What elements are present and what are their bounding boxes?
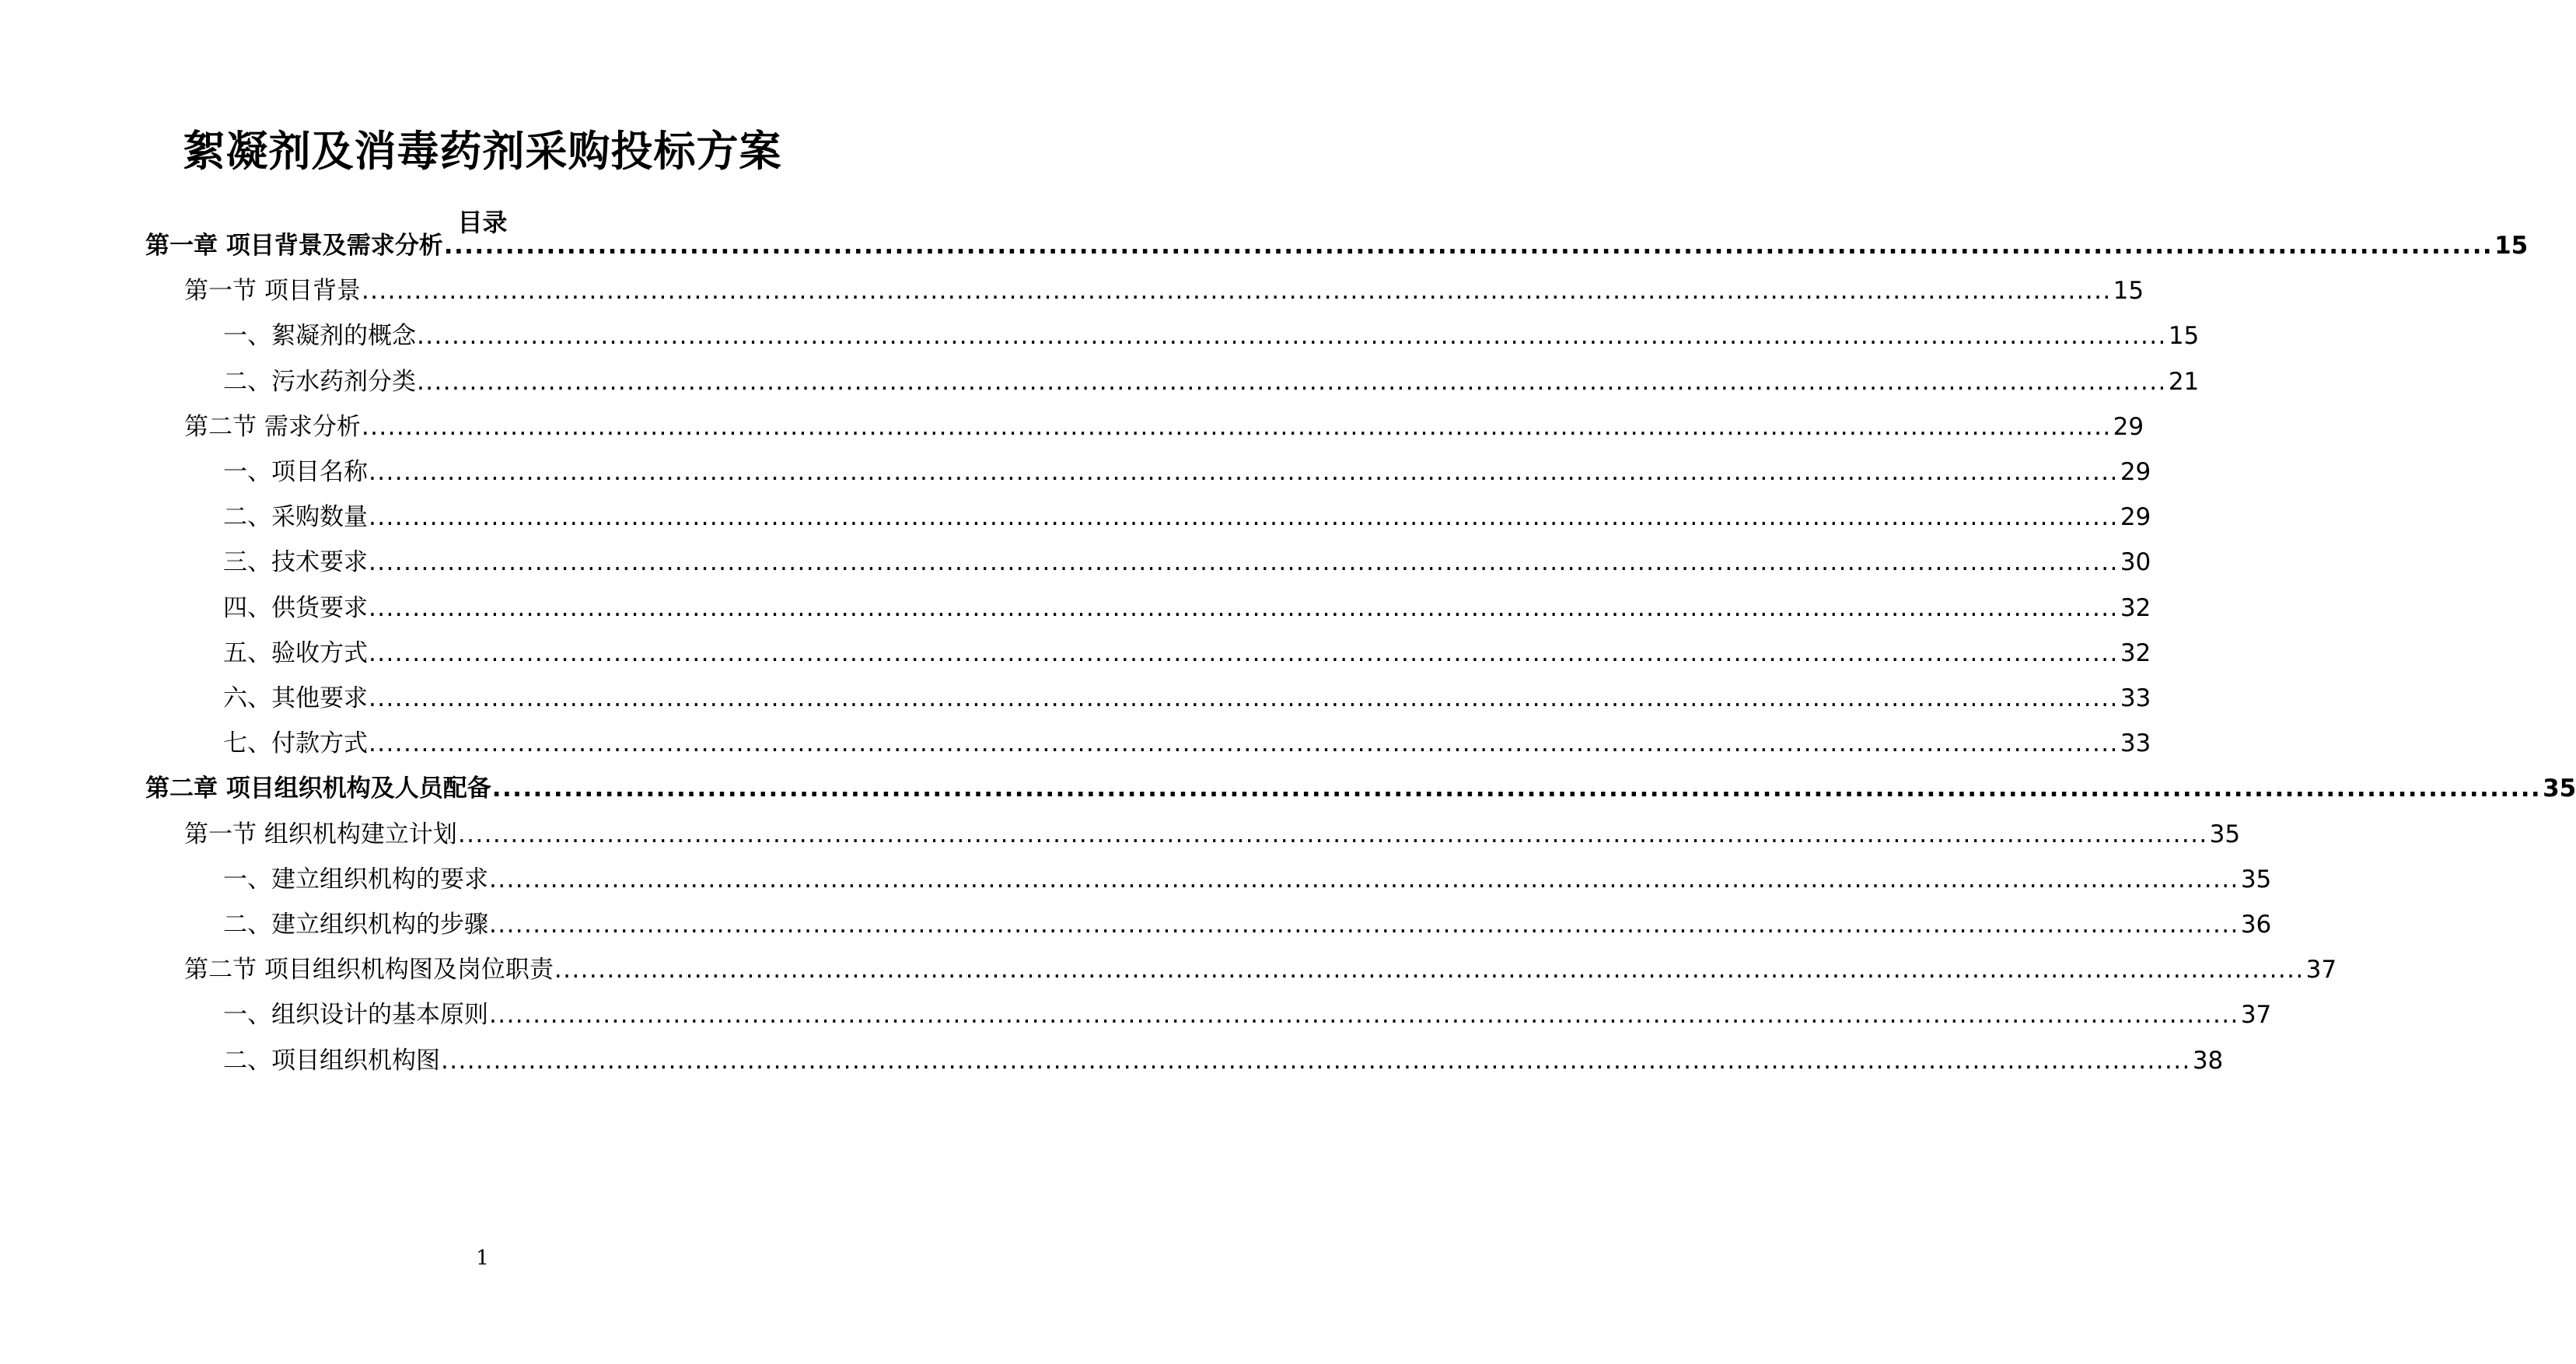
- toc-entry-page: 37: [2240, 1001, 2272, 1029]
- toc-entry-label: 二、项目组织机构图: [223, 1047, 440, 1075]
- toc-dot-leader: ........................................................................................................................................................................................................: [489, 866, 2239, 894]
- toc-dot-leader: ........................................................................................................................................................................................................: [369, 729, 2119, 757]
- toc-dot-leader: ........................................................................................................................................................................................................: [369, 684, 2119, 712]
- toc-entry-page: 35: [2240, 866, 2272, 894]
- toc-entry-label: 第二节 需求分析: [184, 413, 361, 441]
- toc-dot-leader: ........................................................................................................................................................................................................: [489, 1001, 2239, 1029]
- toc-entry[interactable]: [223, 999, 2272, 1030]
- toc-entry-page: 15: [2168, 322, 2200, 350]
- toc-entry-page: 30: [2120, 548, 2151, 576]
- toc-entry[interactable]: [223, 728, 2151, 759]
- toc-entry-page: 29: [2120, 458, 2151, 486]
- toc-dot-leader: ........................................................................................................................................................................................................: [417, 368, 2167, 396]
- toc-entry-label: 六、其他要求: [223, 684, 368, 712]
- toc-dot-leader: ........................................................................................................................................................................................................: [369, 458, 2119, 486]
- toc-entry-label: 二、污水药剂分类: [223, 368, 416, 396]
- toc-entry-page: 37: [2305, 956, 2337, 984]
- toc-entry-label: 五、验收方式: [223, 639, 368, 667]
- toc-dot-leader: ........................................................................................................................................................................................................: [369, 594, 2119, 622]
- toc-entry-page: 35: [2209, 820, 2241, 848]
- toc-dot-leader: ........................................................................................................................................................................................................: [361, 277, 2112, 305]
- toc-entry-page: 29: [2120, 503, 2151, 531]
- toc-entry[interactable]: [184, 275, 2144, 306]
- toc-entry[interactable]: [184, 411, 2144, 442]
- toc-entry[interactable]: [184, 819, 2241, 850]
- toc-entry-page: 38: [2192, 1047, 2224, 1075]
- toc-entry-label: 第二章 项目组织机构及人员配备: [145, 775, 491, 803]
- page-number: 1: [476, 1247, 489, 1270]
- toc-entry[interactable]: [223, 320, 2200, 351]
- toc-dot-leader: ........................................................................................................................................................................................................: [361, 413, 2112, 441]
- toc-entry-page: 29: [2113, 413, 2144, 441]
- toc-entry-page: 32: [2120, 594, 2151, 622]
- toc-entry-page: 15: [2494, 232, 2529, 260]
- toc-entry-page: 36: [2240, 911, 2272, 939]
- toc-entry[interactable]: [223, 593, 2151, 624]
- toc-entry[interactable]: [223, 1045, 2224, 1076]
- toc-dot-leader: ........................................................................................................................................................................................................: [369, 548, 2119, 576]
- toc-entry-label: 三、技术要求: [223, 548, 368, 576]
- toc-entry-label: 二、采购数量: [223, 503, 368, 531]
- toc-entry-label: 第二节 项目组织机构图及岗位职责: [184, 956, 554, 984]
- toc-heading: 目录: [457, 208, 508, 237]
- toc-entry[interactable]: [223, 909, 2272, 940]
- toc-entry-page: 15: [2113, 277, 2144, 305]
- toc-entry-label: 二、建立组织机构的步骤: [223, 911, 488, 939]
- toc-entry[interactable]: [223, 456, 2151, 488]
- toc-entry[interactable]: [223, 547, 2151, 578]
- toc-entry-label: 四、供货要求: [223, 594, 368, 622]
- toc-entry-page: 33: [2120, 729, 2151, 757]
- toc-entry[interactable]: [223, 683, 2151, 714]
- toc-dot-leader: ........................................................................................................................................................................................................: [491, 775, 2542, 803]
- toc-dot-leader: ........................................................................................................................................................................................................: [369, 503, 2119, 531]
- toc-entry-label: 一、絮凝剂的概念: [223, 322, 416, 350]
- toc-dot-leader: ........................................................................................................................................................................................................: [441, 1047, 2191, 1075]
- toc-entry-label: 第一节 组织机构建立计划: [184, 820, 457, 848]
- toc-entry[interactable]: [145, 230, 2529, 261]
- toc-entry[interactable]: [145, 773, 2576, 804]
- toc-entry-page: 32: [2120, 639, 2151, 667]
- toc-entry-page: 21: [2168, 368, 2200, 396]
- toc-entry-label: 一、组织设计的基本原则: [223, 1001, 488, 1029]
- document-title: 絮凝剂及消毒药剂采购投标方案: [183, 127, 782, 176]
- toc-entry-label: 第一节 项目背景: [184, 277, 361, 305]
- toc-dot-leader: ........................................................................................................................................................................................................: [554, 956, 2305, 984]
- toc-entry[interactable]: [223, 366, 2200, 397]
- toc-entry[interactable]: [223, 864, 2272, 895]
- toc-entry[interactable]: [223, 502, 2151, 533]
- toc-entry-label: 一、项目名称: [223, 458, 368, 486]
- toc-entry[interactable]: [223, 638, 2151, 669]
- toc-dot-leader: ........................................................................................................................................................................................................: [417, 322, 2167, 350]
- toc-dot-leader: ........................................................................................................................................................................................................: [443, 232, 2494, 260]
- toc-entry-label: 七、付款方式: [223, 729, 368, 757]
- toc-entry-label: 一、建立组织机构的要求: [223, 866, 488, 894]
- toc-entry-label: 第一章 项目背景及需求分析: [145, 232, 443, 260]
- toc-dot-leader: ........................................................................................................................................................................................................: [489, 911, 2239, 939]
- toc-entry-page: 35: [2543, 775, 2576, 803]
- toc-entry-page: 33: [2120, 684, 2151, 712]
- toc-entry[interactable]: [184, 954, 2337, 985]
- toc-dot-leader: ........................................................................................................................................................................................................: [457, 820, 2208, 848]
- toc-dot-leader: ........................................................................................................................................................................................................: [369, 639, 2119, 667]
